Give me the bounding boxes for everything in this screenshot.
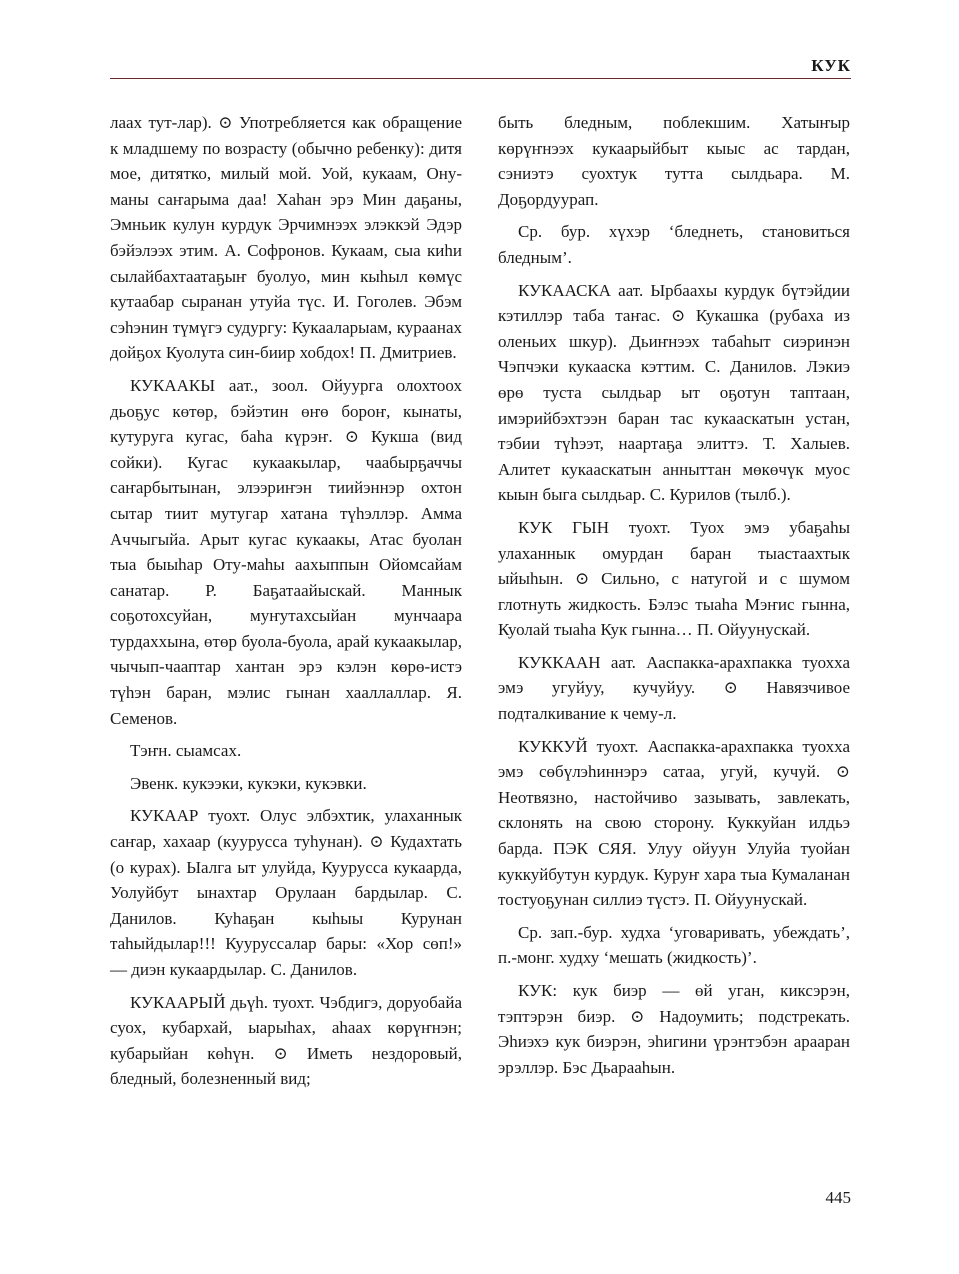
- right-column: [498, 110, 850, 1087]
- entry-kukaaryi-continuation: быть бледным, поблекшим. Хатыҥыр көрүҥнээх кукаарыйбыт кыыс ас тардан, сэниэтэ суохтук тутта сылдьара. М. Доҕордуурап.: [498, 113, 850, 209]
- entry-kukaaky-evenk: Эвенк. кукээки, кукэки, кукэвки.: [130, 773, 367, 793]
- entry-kukaaky: КУКААКЫ аат., зоол. Ойуурга олохтоох дьоҕус көтөр, бэйэтин өҥө бороҥ, кынаты, кутуруга кугас, баһа күрэҥ. ⊙ Кукша (вид сойки). Кугас кукаакылар, чаабырҕаччы саҥарбытынан, элээриҥэн тиийэннэр охтон сытар тиит мутугар хатана түһэллэр. Амма Аччыгыйа. Арыт кугас кукаакы, Атас буолан тыа быыһар Оту-маһы аахыппын Ойомсайам санатар. Р. Баҕатаайыскай. Маннык соҕотохсуйан, муҥутахсыйан мунчаара турдаххына, өтөр буола-буола, арай кукаакылар, чычып-чааптар хантан эрэ кэлэн көрө-истэ түһэн баран, мэлис гынан хааллаллар. Я. Семенов.: [110, 375, 462, 728]
- entry-kukkui-etymology: Ср. зап.-бур. худха ‘уговаривать, убеждать’, п.-монг. худху ‘мешать (жидкость)’.: [498, 922, 850, 968]
- left-column: [110, 110, 462, 1099]
- entry-kukaar: КУКААР туохт. Олус элбэхтик, улаханнык саҥар, хахаар (куурусса туһунан). ⊙ Кудахтать (о курах). Ыалга ыт улуйда, Куурусса кукаарда, Уолуйбут ынахтар Орулаан бардылар. С. Данилов. Куһаҕан кыһыы Курунан таһыйдылар!!! Кууруссалар бары: «Хор сөп!» — диэн кукаардылар. С. Данилов.: [110, 806, 462, 979]
- entry-continuation: лаах тут-лар). ⊙ Употребляется как обращение к младшему по возрасту (обычно ребенку): дитя мое, дитятко, милый мой. Уой, кукаам, Ону-маны саҥарыма даа! Хаһан эрэ Мин даҕаны, Эмньик кулун курдук Эрчимнээх элэккэй Эдэр бэйэлээх этим. А. Софронов. Кукаам, сыа киһи сылайбахтаатаҕыҥ буолуо, мин кыһыл көмүс кутаабар сыранан утуйа түс. И. Гоголев. Эбэм сэһэнин түмүгэ судургу: Кукааларыам, кураанах дойҕох Куолута син-биир хобдох! П. Дмитриев.: [110, 113, 462, 363]
- page-header: [110, 0, 851, 80]
- entry-kuk-gyn: КУК ГЫН туохт. Туох эмэ убаҕаһы улаханнык омурдан баран тыастаахтык ыйыһын. ⊙ Сильно, с натугой и с шумом глотнуть жидкость. Бэлэс тыаһа Мэҥис гынна, Куолай тыаһа Кук гынна… П. Ойуунускай.: [498, 517, 850, 640]
- entry-kukaaryi-buryat: Ср. бур. хүхэр ‘бледнеть, становиться бледным’.: [498, 222, 850, 267]
- entry-kukkaan: КУККААН аат. Ааспакка-арахпакка туохха эмэ угуйуу, кучуйуу. ⊙ Навязчивое подталкивание к чему-л.: [498, 652, 850, 724]
- entry-kukaaky-synonym: Тэҥн. сыамсах.: [130, 741, 242, 761]
- entry-kukkui: КУККУЙ туохт. Ааспакка-арахпакка туохха эмэ сөбүлэһиннэрэ сатаа, угуй, кучуй. ⊙ Неотвязно, настойчиво зазывать, завлекать, склонять на свою сторону. Куккуйан илдьэ барда. ПЭК СЯЯ. Улуу ойуун Улуйа туойан куккуйбутун курдук. Куруҥ хара тыа Кумаланан тостуоҕунан силлиэ түстэ. П. Ойуунускай.: [498, 736, 850, 910]
- header-rule: [110, 78, 851, 79]
- entry-kukaaska: КУКААСКА аат. Ырбаахы курдук бүтэйдии кэтиллэр таба таҥас. ⊙ Кукашка (рубаха из оленьих шкур). Дьиҥнээх табаһыт сиэринэн Чэпчэки кукааска кэттим. С. Данилов. Лэкиэ өрө туста сылдьар ыт оҕотун таптаан, имэрийбэхтээн баран тас кукааскатын устан, тэбии түһээт, наартаҕа элиттэ. Т. Халыев. Алитет кукааскатын анныттан мөкөчүк муос кыын быга сылдьар. С. Курилов (тылб.).: [498, 280, 850, 505]
- running-headword: КУК: [811, 56, 851, 75]
- page-number: 445: [825, 1188, 851, 1207]
- entry-kuk-bier: КУК: кук биэр — өй уган, киксэрэн, тэптэрэн биэр. ⊙ Надоумить; подстрекать. Эһиэхэ кук биэрэн, эһигини үрэнтэбэн арааран эрэллэр. Бэс Дьарааһын.: [498, 981, 850, 1077]
- entry-kukaaryi: КУКААРЫЙ дьүһ. туохт. Чэбдигэ, доруобайа суох, кубархай, ыарыһах, аһаах көрүҥнэн; кубарыйан көһүн. ⊙ Иметь нездоровый, бледный, болезненный вид;: [110, 992, 462, 1089]
